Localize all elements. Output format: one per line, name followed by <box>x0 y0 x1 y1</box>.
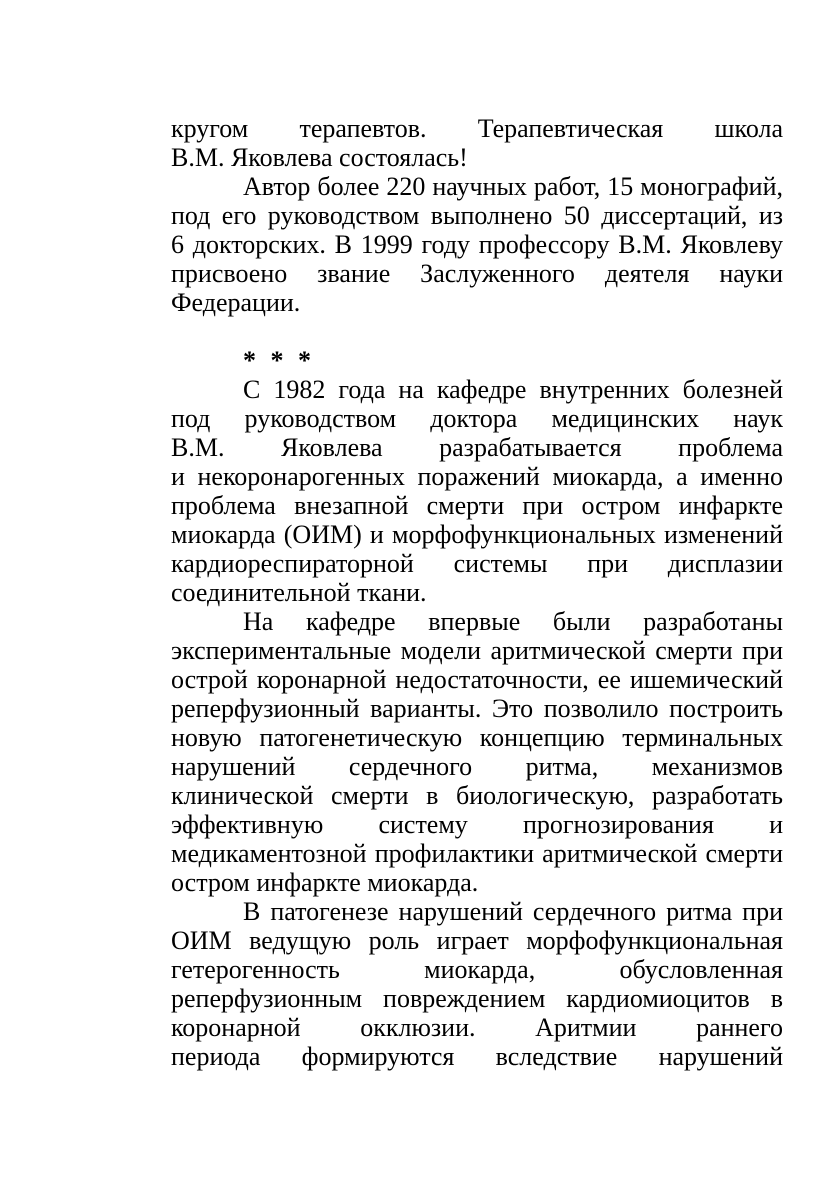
text-line: острой коронарной недостаточности, ее ишемический <box>171 665 783 694</box>
paragraph-2 <box>171 172 783 317</box>
text-line: кардиореспираторной системы при дисплазии <box>171 549 783 578</box>
text-line: новую патогенетическую концепцию терминальных <box>171 723 783 752</box>
text-line: экспериментальные модели аритмической смерти при <box>171 636 783 665</box>
text-line: гетерогенность миокарда, обусловленная <box>171 955 783 984</box>
section-separator: * * * <box>243 346 315 375</box>
paragraph-1 <box>171 114 783 172</box>
text-line: В.М. Яковлева состоялась! <box>171 143 468 172</box>
text-line: реперфузионный варианты. Это позволило построить <box>171 694 783 723</box>
paragraph-4 <box>171 607 783 897</box>
paragraph-5 <box>171 897 783 1071</box>
text-line: периода формируются вследствие нарушений <box>171 1042 783 1071</box>
paragraph-3 <box>171 375 783 607</box>
text-line: соединительной ткани. <box>171 578 427 607</box>
text-line: Автор более 220 научных работ, 15 монографий, <box>243 172 783 201</box>
text-line: 6 докторских. В 1999 году профессору В.М. Яковлеву <box>171 230 783 259</box>
text-line: остром инфаркте миокарда. <box>171 868 479 897</box>
text-line: С 1982 года на кафедре внутренних болезней <box>243 375 783 404</box>
text-line: Федерации. <box>171 288 301 317</box>
text-line: коронарной окклюзии. Аритмии раннего <box>171 1013 783 1042</box>
document-page <box>171 114 783 1071</box>
text-line: реперфузионным повреждением кардиомиоцитов в <box>171 984 783 1013</box>
text-line: и некоронарогенных поражений миокарда, а именно <box>171 462 783 491</box>
text-line: эффективную системy прогнозирования и <box>171 810 783 839</box>
text-line: миокарда (ОИМ) и морфофункциональных изменений <box>171 520 783 549</box>
text-line: под его руководством выполнено 50 диссертаций, из <box>171 201 783 230</box>
text-line: нарушений сердечного ритма, механизмов <box>171 752 783 781</box>
text-line: В.М. Яковлева разрабатывается проблема <box>171 433 783 462</box>
text-line: На кафедре впервые были разработаны <box>243 607 783 636</box>
text-line: ОИМ ведущую роль играет морфофункциональная <box>171 926 783 955</box>
text-line: под руководством доктора медицинских наук <box>171 404 783 433</box>
text-line: В патогенезе нарушений сердечного ритма при <box>243 897 783 926</box>
text-line: кругом терапевтов. Терапевтическая школа <box>171 114 783 143</box>
blank-line <box>171 317 783 346</box>
text-line: присвоено звание Заслуженного деятеля науки <box>171 259 783 288</box>
text-line: медикаментозной профилактики аритмической смерти <box>171 839 783 868</box>
text-line: клинической смерти в биологическую, разработать <box>171 781 783 810</box>
text-line: проблема внезапной смерти при остром инфаркте <box>171 491 783 520</box>
